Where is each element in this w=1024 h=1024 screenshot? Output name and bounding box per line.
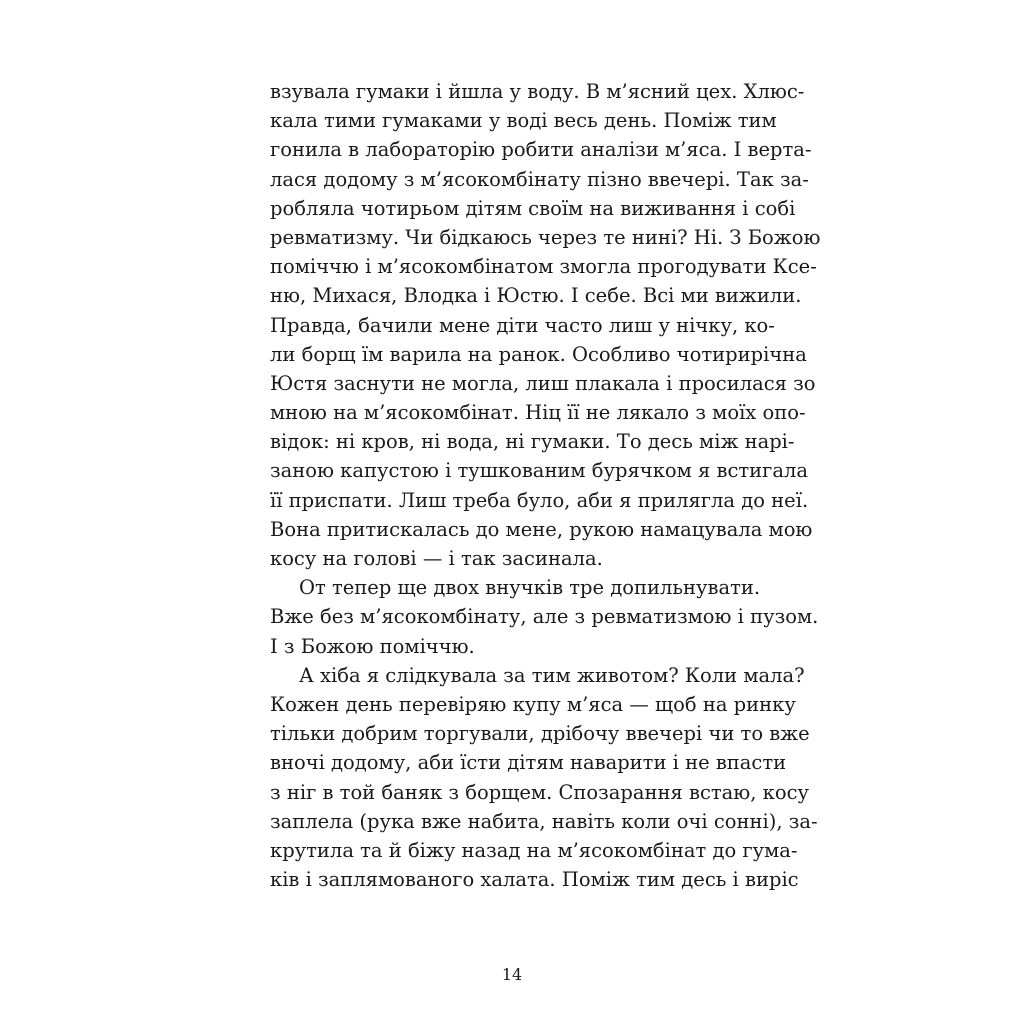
text-line: ків і заплямованого халата. Поміж тим десь і виріс (270, 868, 799, 892)
text-line: косу на голові — і так засинала. (270, 547, 603, 570)
text-line: заплела (рука вже набита, навіть коли очі сонні), за- (270, 809, 818, 833)
text-line: мною на м’ясокомбінат. Ніц її не лякало з моїх опо- (270, 401, 806, 425)
text-line: вночі додому, аби їсти дітям наварити і не впасти (270, 751, 787, 775)
text-line: Кожен день перевіряю купу м’яса — щоб на ринку (270, 692, 796, 716)
text-line: поміччю і м’ясокомбінатом змогла прогодувати Ксе- (270, 255, 817, 279)
text-line: відок: ні кров, ні вода, ні гумаки. То десь між нарі- (270, 430, 795, 454)
text-line: взувала гумаки і йшла у воду. В м’ясний цех. Хлюс- (270, 80, 805, 103)
text-line: А хіба я слідкувала за тим животом? Коли мала? (299, 663, 805, 687)
text-line: з ніг в той баняк з борщем. Спозарання встаю, косу (270, 780, 809, 804)
text-line: От тепер ще двох внучків тре допильнувати. (299, 576, 761, 600)
text-line: ню, Михася, Влодка і Юстю. І себе. Всі ми вижили. (270, 284, 802, 308)
text-line: І з Божою поміччю. (270, 634, 475, 658)
text-line: Вона притискалась до мене, рукою намацувала мою (270, 517, 813, 541)
text-line: тільки добрим торгували, дрібочу ввечері чи то вже (270, 722, 810, 746)
text-line: лася додому з м’ясокомбінату пізно ввечері. Так за- (270, 167, 809, 191)
text-line: ли борщ їм варила на ранок. Особливо чотирирічна (270, 342, 807, 366)
text-line: заною капустою і тушкованим бурячком я встигала (270, 459, 809, 483)
text-line: кала тими гумаками у воді весь день. Поміж тим (270, 109, 777, 133)
text-line: крутила та й біжу назад на м’ясокомбінат до гума- (270, 838, 798, 862)
body-text (270, 77, 821, 894)
text-line: Вже без м’ясокомбінату, але з ревматизмою і пузом. (270, 605, 819, 629)
text-line: її приспати. Лиш треба було, аби я прилягла до неї. (270, 488, 809, 512)
text-line: робляла чотирьом дітям своїм на виживання і собі (270, 196, 796, 220)
text-line: гонила в лабораторію робити аналізи м’яса. І верта- (270, 138, 812, 162)
page-number: 14 (501, 965, 523, 984)
text-line: ревматизму. Чи бідкаюсь через те нині? Ні. З Божою (270, 225, 821, 249)
text-line: Правда, бачили мене діти часто лиш у нічку, ко- (270, 313, 775, 337)
text-line: Юстя заснути не могла, лиш плакала і просилася зо (270, 371, 816, 395)
